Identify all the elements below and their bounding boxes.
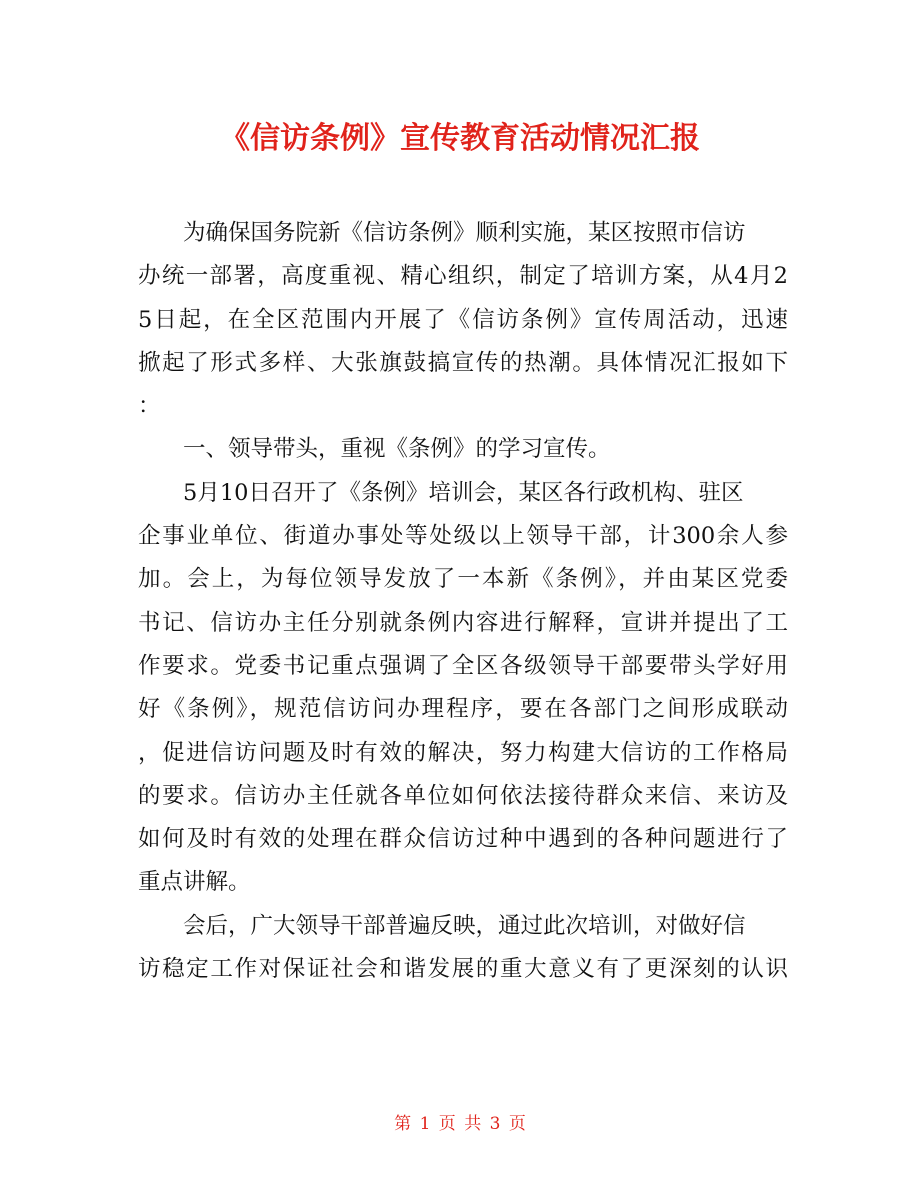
paragraph-line: 5日起，在全区范围内开展了《信访条例》宣传周活动，迅速: [138, 306, 788, 333]
paragraph-line: 企事业单位、街道办事处等处级以上领导干部，计300余人参: [138, 523, 788, 550]
paragraph-line: 好《条例》，规范信访问办理程序，要在各部门之间形成联动: [138, 696, 788, 723]
paragraph-line: 办统一部署，高度重视、精心组织，制定了培训方案，从4月2: [138, 263, 788, 290]
paragraph-line: 作要求。党委书记重点强调了全区各级领导干部要带头学好用: [138, 652, 788, 679]
paragraph-line: 5月10日召开了《条例》培训会，某区各行政机构、驻区: [183, 479, 744, 506]
paragraph-line: 掀起了形式多样、大张旗鼓搞宣传的热潮。具体情况汇报如下: [138, 349, 788, 376]
paragraph-line: 加。会上，为每位领导发放了一本新《条例》，并由某区党委: [138, 566, 788, 593]
page-number-footer: 第 1 页 共 3 页: [394, 1114, 526, 1134]
paragraph-line: 重点讲解。: [138, 869, 251, 896]
paragraph-line: 访稳定工作对保证社会和谐发展的重大意义有了更深刻的认识: [138, 956, 788, 983]
paragraph-line: 书记、信访办主任分别就条例内容进行解释，宣讲并提出了工: [138, 609, 788, 636]
paragraph-line: 的要求。信访办主任就各单位如何依法接待群众来信、来访及: [138, 782, 788, 809]
paragraph-line: ：: [138, 393, 161, 420]
paragraph-line: ，促进信访问题及时有效的解决，努力构建大信访的工作格局: [138, 739, 788, 766]
document-title: 《信访条例》宣传教育活动情况汇报: [220, 121, 700, 156]
paragraph-line: 会后，广大领导干部普遍反映，通过此次培训，对做好信: [183, 912, 746, 939]
document-body: [138, 212, 788, 991]
paragraph-line: 为确保国务院新《信访条例》顺利实施，某区按照市信访: [183, 220, 746, 246]
paragraph-line: 如何及时有效的处理在群众信访过种中遇到的各种问题进行了: [138, 826, 788, 853]
section-heading: 一、领导带头，重视《条例》的学习宣传。: [183, 436, 611, 463]
